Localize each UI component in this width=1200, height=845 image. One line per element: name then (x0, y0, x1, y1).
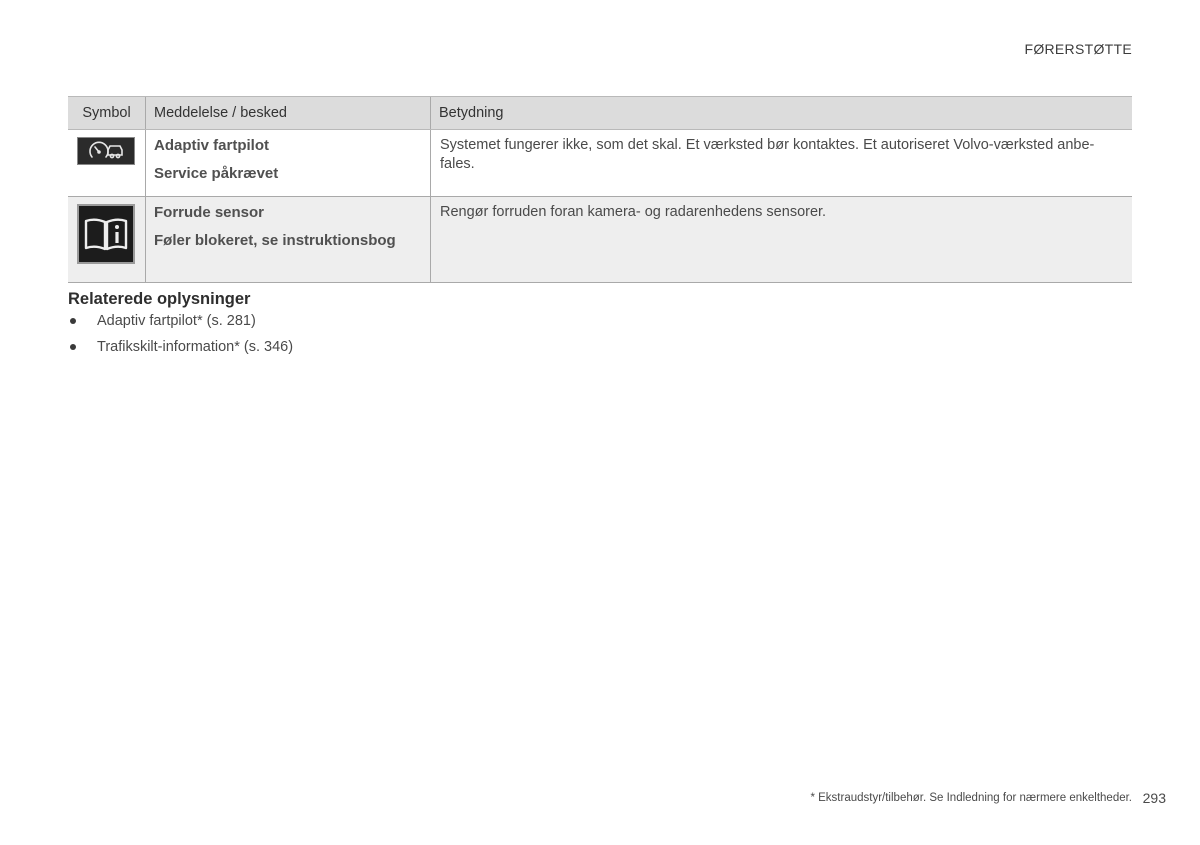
message-table (68, 96, 1132, 283)
related-link[interactable]: Trafikskilt-information* (s. 346) (97, 339, 294, 355)
message-subtitle: Føler blokeret, se instruktionsbog (154, 232, 396, 249)
column-header-meaning: Betydning (431, 97, 1133, 130)
owners-manual-info-icon (77, 204, 135, 264)
adaptive-cruise-service-icon (77, 137, 135, 165)
list-item[interactable] (68, 312, 293, 338)
section-title: FØRERSTØTTE (1024, 41, 1132, 57)
message-cell (146, 130, 431, 197)
table-row (68, 130, 1132, 197)
table-row (68, 197, 1132, 283)
symbol-cell (68, 130, 146, 197)
symbol-cell (68, 197, 146, 283)
list-item[interactable] (68, 338, 293, 364)
message-title: Forrude sensor (154, 204, 265, 221)
meaning-cell: Rengør forruden foran kamera- og radarenhedens sensorer. (431, 197, 1133, 283)
related-info-heading: Relaterede oplysninger (68, 290, 251, 308)
page-number: 293 (1142, 790, 1166, 806)
column-header-message: Meddelelse / besked (146, 97, 431, 130)
related-info-list (68, 312, 293, 364)
meaning-cell: Systemet fungerer ikke, som det skal. Et værksted bør kontaktes. Et autoriseret Volvo-værksted anbe-fales. (431, 130, 1133, 197)
footnote: * Ekstraudstyr/tilbehør. Se Indledning for nærmere enkeltheder. (810, 792, 1132, 804)
column-header-symbol: Symbol (68, 97, 146, 130)
bullet-icon (70, 318, 76, 324)
message-title: Adaptiv fartpilot (154, 137, 269, 154)
message-subtitle: Service påkrævet (154, 165, 279, 182)
related-link[interactable]: Adaptiv fartpilot* (s. 281) (97, 313, 256, 329)
bullet-icon (70, 344, 76, 350)
message-cell (146, 197, 431, 283)
table-header-row (68, 97, 1132, 130)
